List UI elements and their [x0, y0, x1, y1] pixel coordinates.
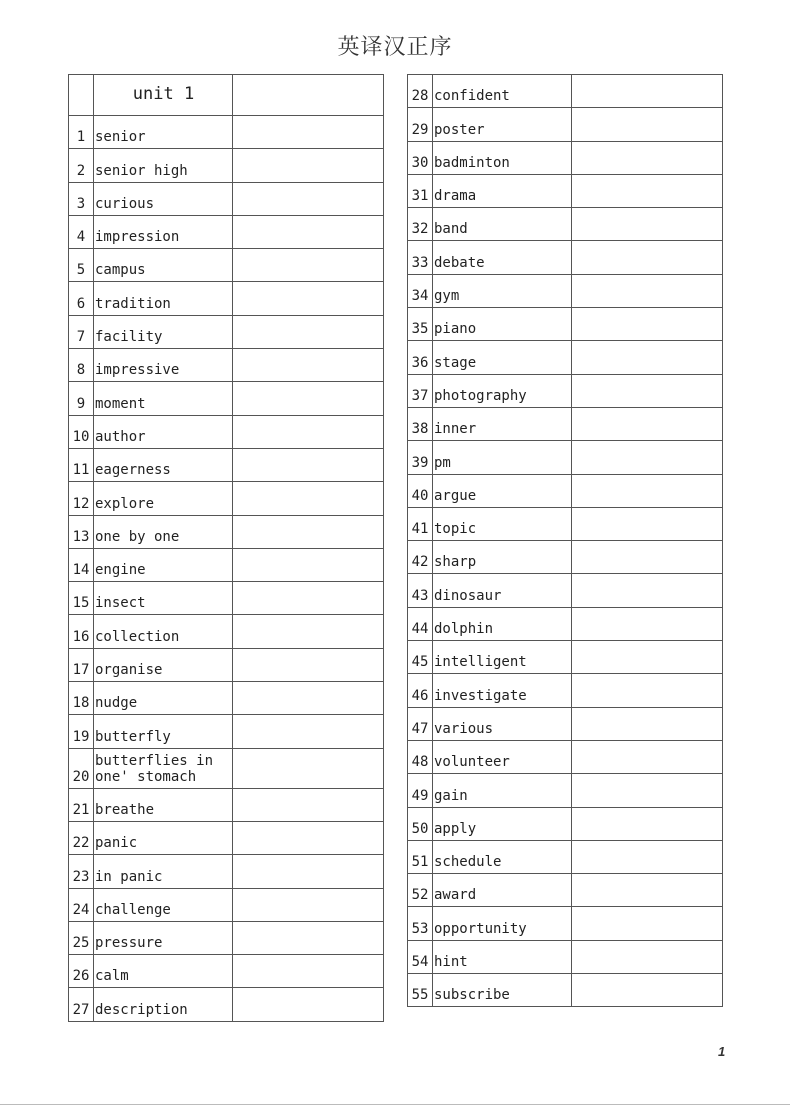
translation-answer-cell[interactable]: [233, 582, 384, 615]
table-row: [69, 116, 384, 149]
english-word: topic: [433, 507, 572, 540]
entry-number: 12: [69, 482, 94, 515]
table-row: [408, 441, 723, 474]
table-row: [408, 840, 723, 873]
english-word: piano: [433, 308, 572, 341]
entry-number: 15: [69, 582, 94, 615]
entry-number: 11: [69, 448, 94, 481]
table-row: [408, 374, 723, 407]
english-word: photography: [433, 374, 572, 407]
table-row: [69, 315, 384, 348]
translation-answer-cell[interactable]: [572, 374, 723, 407]
english-word: description: [94, 988, 233, 1021]
english-word: eagerness: [94, 448, 233, 481]
table-row: [69, 515, 384, 548]
table-row: [69, 149, 384, 182]
english-word: confident: [433, 75, 572, 108]
entry-number: 44: [408, 607, 433, 640]
translation-answer-cell[interactable]: [233, 821, 384, 854]
translation-answer-cell[interactable]: [233, 515, 384, 548]
translation-answer-cell[interactable]: [572, 407, 723, 440]
translation-answer-cell[interactable]: [233, 482, 384, 515]
translation-answer-cell[interactable]: [233, 921, 384, 954]
table-row: [69, 988, 384, 1021]
table-row: [408, 407, 723, 440]
translation-answer-cell[interactable]: [233, 615, 384, 648]
entry-number: 51: [408, 840, 433, 873]
english-word: band: [433, 208, 572, 241]
english-word: volunteer: [433, 740, 572, 773]
english-word: curious: [94, 182, 233, 215]
table-row: [408, 607, 723, 640]
translation-answer-cell[interactable]: [572, 874, 723, 907]
table-row: [69, 888, 384, 921]
translation-answer-cell[interactable]: [233, 888, 384, 921]
english-word: organise: [94, 648, 233, 681]
vocab-table-left: [68, 74, 384, 1022]
english-word: in panic: [94, 855, 233, 888]
translation-answer-cell[interactable]: [572, 607, 723, 640]
translation-answer-cell[interactable]: [233, 415, 384, 448]
table-row: [69, 955, 384, 988]
translation-answer-cell[interactable]: [572, 807, 723, 840]
table-row: [408, 641, 723, 674]
entry-number: 39: [408, 441, 433, 474]
translation-answer-cell[interactable]: [572, 241, 723, 274]
english-word: pressure: [94, 921, 233, 954]
entry-number: 35: [408, 308, 433, 341]
translation-answer-cell[interactable]: [233, 116, 384, 149]
english-word: butterflies in one' stomach: [94, 748, 233, 788]
table-row: [408, 707, 723, 740]
entry-number: 29: [408, 108, 433, 141]
table-row: [408, 208, 723, 241]
entry-number: 23: [69, 855, 94, 888]
english-word: various: [433, 707, 572, 740]
entry-number: 53: [408, 907, 433, 940]
english-word: explore: [94, 482, 233, 515]
translation-answer-cell[interactable]: [572, 308, 723, 341]
english-word: panic: [94, 821, 233, 854]
table-row: [69, 182, 384, 215]
translation-answer-cell[interactable]: [572, 507, 723, 540]
entry-number: 14: [69, 548, 94, 581]
table-row: [69, 821, 384, 854]
translation-answer-cell[interactable]: [233, 648, 384, 681]
english-word: stage: [433, 341, 572, 374]
english-word: gym: [433, 274, 572, 307]
translation-answer-cell[interactable]: [572, 141, 723, 174]
entry-number: 50: [408, 807, 433, 840]
entry-number: 24: [69, 888, 94, 921]
translation-answer-cell[interactable]: [572, 75, 723, 108]
translation-answer-cell[interactable]: [233, 249, 384, 282]
english-word: hint: [433, 940, 572, 973]
entry-number: 1: [69, 116, 94, 149]
translation-answer-cell[interactable]: [233, 788, 384, 821]
translation-answer-cell[interactable]: [233, 955, 384, 988]
entry-number: 54: [408, 940, 433, 973]
english-word: inner: [433, 407, 572, 440]
page-number: 1: [718, 1044, 726, 1059]
english-word: debate: [433, 241, 572, 274]
translation-answer-cell[interactable]: [572, 940, 723, 973]
english-word: poster: [433, 108, 572, 141]
table-row: [408, 341, 723, 374]
english-word: schedule: [433, 840, 572, 873]
entry-number: 46: [408, 674, 433, 707]
english-word: pm: [433, 441, 572, 474]
english-word: badminton: [433, 141, 572, 174]
entry-number: 33: [408, 241, 433, 274]
entry-number: 18: [69, 682, 94, 715]
english-word: breathe: [94, 788, 233, 821]
english-word: senior high: [94, 149, 233, 182]
table-row: [69, 582, 384, 615]
table-row: [408, 940, 723, 973]
translation-answer-cell[interactable]: [572, 474, 723, 507]
english-word: tradition: [94, 282, 233, 315]
table-row: [408, 874, 723, 907]
entry-number: 47: [408, 707, 433, 740]
english-word: moment: [94, 382, 233, 415]
translation-answer-cell[interactable]: [233, 548, 384, 581]
entry-number: 13: [69, 515, 94, 548]
translation-answer-cell[interactable]: [233, 988, 384, 1021]
table-row: [408, 541, 723, 574]
translation-answer-cell[interactable]: [233, 715, 384, 748]
table-row: [408, 507, 723, 540]
translation-answer-cell[interactable]: [572, 907, 723, 940]
english-word: senior: [94, 116, 233, 149]
entry-number: 52: [408, 874, 433, 907]
table-row: [69, 548, 384, 581]
table-row: [408, 740, 723, 773]
entry-number: 28: [408, 75, 433, 108]
table-row: [408, 474, 723, 507]
entry-number: 30: [408, 141, 433, 174]
entry-number: 16: [69, 615, 94, 648]
entry-number: 5: [69, 249, 94, 282]
english-word: engine: [94, 548, 233, 581]
entry-number: 7: [69, 315, 94, 348]
translation-answer-cell[interactable]: [572, 174, 723, 207]
entry-number: 22: [69, 821, 94, 854]
entry-number: 10: [69, 415, 94, 448]
table-row: [408, 807, 723, 840]
entry-number: 41: [408, 507, 433, 540]
translation-answer-cell[interactable]: [233, 682, 384, 715]
header-blank-cell: [233, 75, 384, 116]
table-row: [69, 249, 384, 282]
entry-number: 40: [408, 474, 433, 507]
translation-answer-cell[interactable]: [572, 840, 723, 873]
entry-number: 4: [69, 215, 94, 248]
translation-answer-cell[interactable]: [233, 855, 384, 888]
translation-answer-cell[interactable]: [572, 208, 723, 241]
entry-number: 37: [408, 374, 433, 407]
table-row: [69, 682, 384, 715]
table-row: [69, 648, 384, 681]
entry-number: 34: [408, 274, 433, 307]
translation-answer-cell[interactable]: [572, 541, 723, 574]
english-word: drama: [433, 174, 572, 207]
english-word: subscribe: [433, 974, 572, 1007]
english-word: impression: [94, 215, 233, 248]
table-row: [69, 349, 384, 382]
table-row: [408, 907, 723, 940]
entry-number: 8: [69, 349, 94, 382]
entry-number: 45: [408, 641, 433, 674]
vocab-table-right: [407, 74, 723, 1007]
entry-number: 6: [69, 282, 94, 315]
translation-answer-cell[interactable]: [572, 274, 723, 307]
english-word: opportunity: [433, 907, 572, 940]
translation-answer-cell[interactable]: [233, 215, 384, 248]
english-word: argue: [433, 474, 572, 507]
table-row: [69, 382, 384, 415]
table-row: [408, 774, 723, 807]
english-word: calm: [94, 955, 233, 988]
translation-answer-cell[interactable]: [572, 674, 723, 707]
english-word: campus: [94, 249, 233, 282]
table-row: [408, 974, 723, 1007]
translation-answer-cell[interactable]: [233, 382, 384, 415]
entry-number: 3: [69, 182, 94, 215]
table-row: [408, 108, 723, 141]
english-word: one by one: [94, 515, 233, 548]
table-row: [408, 174, 723, 207]
table-header-row: [69, 75, 384, 116]
entry-number: 42: [408, 541, 433, 574]
english-word: apply: [433, 807, 572, 840]
table-row: [69, 415, 384, 448]
entry-number: 9: [69, 382, 94, 415]
unit-title: unit 1: [94, 75, 233, 116]
translation-answer-cell[interactable]: [572, 707, 723, 740]
table-row: [69, 482, 384, 515]
english-word: dinosaur: [433, 574, 572, 607]
english-word: intelligent: [433, 641, 572, 674]
table-row: [69, 921, 384, 954]
entry-number: 25: [69, 921, 94, 954]
translation-answer-cell[interactable]: [572, 740, 723, 773]
english-word: facility: [94, 315, 233, 348]
entry-number: 48: [408, 740, 433, 773]
table-row: [69, 748, 384, 788]
table-row: [69, 788, 384, 821]
english-word: sharp: [433, 541, 572, 574]
translation-answer-cell[interactable]: [233, 448, 384, 481]
entry-number: 26: [69, 955, 94, 988]
table-row: [69, 448, 384, 481]
english-word: investigate: [433, 674, 572, 707]
translation-answer-cell[interactable]: [233, 182, 384, 215]
translation-answer-cell[interactable]: [572, 974, 723, 1007]
table-row: [408, 75, 723, 108]
table-row: [69, 282, 384, 315]
table-row: [69, 855, 384, 888]
english-word: award: [433, 874, 572, 907]
entry-number: 55: [408, 974, 433, 1007]
translation-answer-cell[interactable]: [233, 315, 384, 348]
english-word: gain: [433, 774, 572, 807]
entry-number: 43: [408, 574, 433, 607]
entry-number: 19: [69, 715, 94, 748]
english-word: butterfly: [94, 715, 233, 748]
entry-number: 2: [69, 149, 94, 182]
table-row: [408, 574, 723, 607]
table-row: [69, 615, 384, 648]
translation-answer-cell[interactable]: [233, 748, 384, 788]
translation-answer-cell[interactable]: [233, 349, 384, 382]
table-row: [69, 215, 384, 248]
translation-answer-cell[interactable]: [572, 108, 723, 141]
translation-answer-cell[interactable]: [572, 641, 723, 674]
table-row: [408, 274, 723, 307]
entry-number: 32: [408, 208, 433, 241]
translation-answer-cell[interactable]: [572, 774, 723, 807]
translation-answer-cell[interactable]: [572, 441, 723, 474]
entry-number: 49: [408, 774, 433, 807]
table-row: [408, 241, 723, 274]
entry-number: 27: [69, 988, 94, 1021]
english-word: impressive: [94, 349, 233, 382]
translation-answer-cell[interactable]: [572, 574, 723, 607]
entry-number: 21: [69, 788, 94, 821]
english-word: author: [94, 415, 233, 448]
table-row: [408, 141, 723, 174]
entry-number: 31: [408, 174, 433, 207]
english-word: insect: [94, 582, 233, 615]
page-title: 英译汉正序: [337, 35, 453, 60]
entry-number: 36: [408, 341, 433, 374]
translation-answer-cell[interactable]: [233, 282, 384, 315]
header-number-cell: [69, 75, 94, 116]
entry-number: 17: [69, 648, 94, 681]
table-row: [408, 308, 723, 341]
table-row: [408, 674, 723, 707]
english-word: dolphin: [433, 607, 572, 640]
english-word: nudge: [94, 682, 233, 715]
translation-answer-cell[interactable]: [233, 149, 384, 182]
table-row: [69, 715, 384, 748]
entry-number: 20: [69, 748, 94, 788]
bottom-divider: [0, 1104, 790, 1105]
translation-answer-cell[interactable]: [572, 341, 723, 374]
english-word: challenge: [94, 888, 233, 921]
english-word: collection: [94, 615, 233, 648]
entry-number: 38: [408, 407, 433, 440]
